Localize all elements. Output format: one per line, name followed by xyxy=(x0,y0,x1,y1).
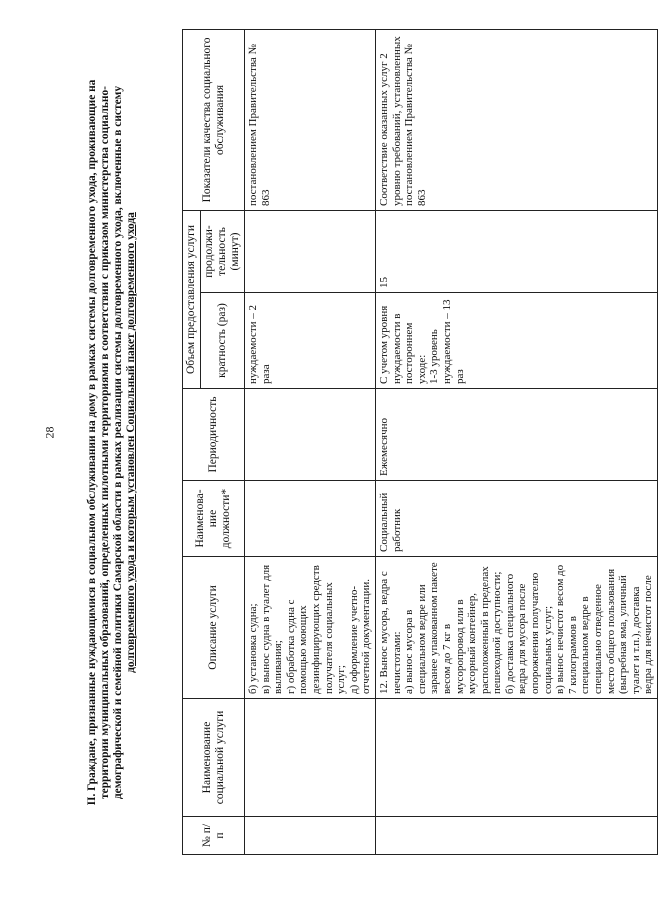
header-description: Описание услуги xyxy=(183,557,245,699)
cell-num xyxy=(245,817,376,855)
cell-service-name xyxy=(375,699,657,817)
header-periodicity: Периодичность xyxy=(183,389,245,481)
cell-position xyxy=(245,481,376,557)
table-row xyxy=(245,29,376,854)
cell-service-name xyxy=(245,699,376,817)
cell-multiplicity: нуждаемости – 2 раза xyxy=(245,293,376,389)
header-duration: продолжи-тельность (минут) xyxy=(201,210,245,292)
cell-position: Социальный работник xyxy=(375,481,657,557)
header-num: № п/п xyxy=(183,817,245,855)
cell-quality: Соответствие оказанных услуг 2 уровню требований, установленных постановлением Правительства № 863 xyxy=(375,29,657,210)
header-service-name: Наименование социальной услуги xyxy=(183,699,245,817)
header-position: Наименова-ние должности* xyxy=(183,481,245,557)
cell-duration xyxy=(245,210,376,292)
cell-num xyxy=(375,817,657,855)
heading-line-1: II. Граждане, признанные нуждающимися в социальном обслуживании на дому в рамках системы долговременного ухода, проживающие на xyxy=(86,79,98,806)
header-quality: Показатели качества социального обслуживания xyxy=(183,29,245,210)
cell-description: б) установка судна; в) вынос судна в туалет для выливания; г) обработка судна с помощью моющих дезинфицирующих средств получателя социальных услуг; д) оформление учетно-отчетной документации. xyxy=(245,557,376,699)
table-row xyxy=(375,29,657,854)
cell-periodicity: Ежемесячно xyxy=(375,389,657,481)
cell-multiplicity: С учетом уровня нуждаемости в постороннем уходе: 1-3 уровень нуждаемости – 13 раз xyxy=(375,293,657,389)
section-heading xyxy=(86,30,182,855)
rotated-content xyxy=(86,30,655,855)
header-row-1 xyxy=(183,29,201,854)
cell-periodicity xyxy=(245,389,376,481)
heading-line-4: долговременного ухода и которым установлен Социальный пакет долговременного ухода xyxy=(125,212,137,673)
cell-quality: постановлением Правительства № 863 xyxy=(245,29,376,210)
page-number: 28 xyxy=(42,426,57,439)
header-multiplicity: кратность (раз) xyxy=(201,293,245,389)
cell-description: 12. Вынос мусора, ведра с нечистотами: а) вынос мусора в специальном ведре или заранее упакованном пакете весом до 7 кг в мусоропровод или в мусорный контейнер, расположенный в пределах пешеходной доступности; б) доставка специального ведра для мусора после опорожнения получателю социальных услуг; в) вынос нечистот весом до 7 килограммов в специальном ведре в специально отведенное место общего пользования (выгребная яма, уличный туалет и т.п.), доставка ведра для нечистот после xyxy=(375,557,657,699)
cell-duration: 15 xyxy=(375,210,657,292)
heading-line-2: территории муниципальных образований, определенных пилотными территориями в соответствии с приказом министерства социально- xyxy=(99,86,111,799)
heading-line-3: демографической и семейной политики Самарской области в рамках реализации системы долговременного ухода, включенные в систему xyxy=(112,85,124,800)
header-volume: Объем предоставления услуги xyxy=(183,210,201,388)
services-table xyxy=(182,29,658,855)
